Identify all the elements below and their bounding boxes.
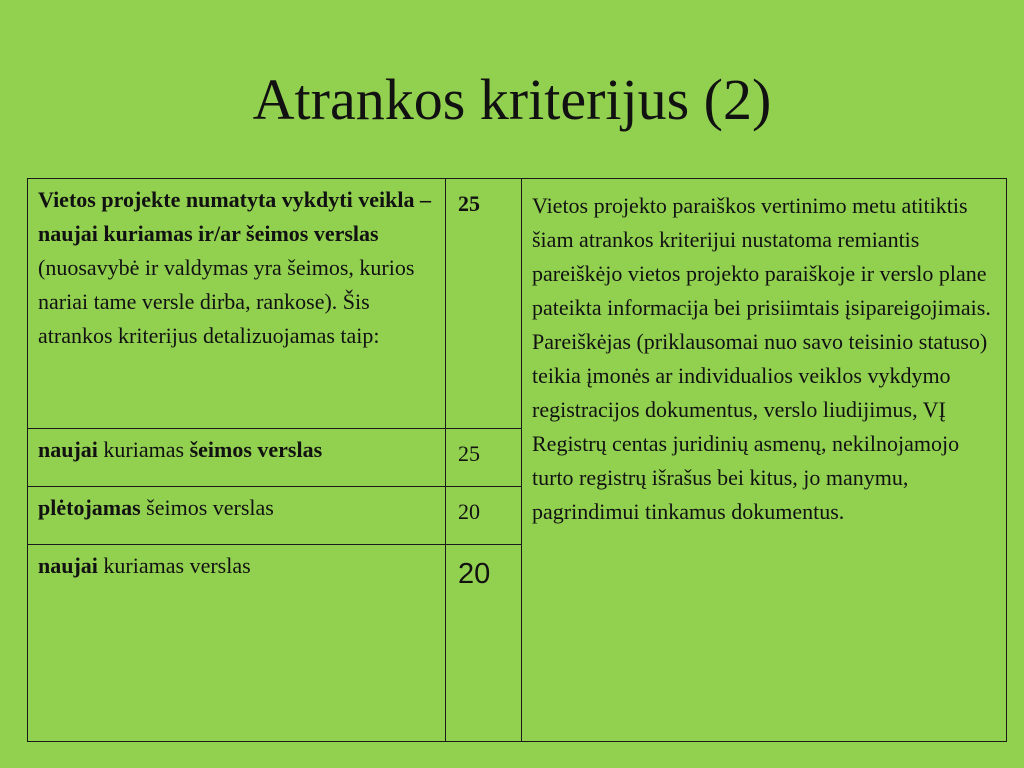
subcriterion-text: kuriamas: [97, 437, 190, 462]
description-cell: Vietos projekto paraiškos vertinimo metu atitiktis šiam atrankos kriterijui nustatoma remiantis pareiškėjo vietos projekto paraiškoje ir verslo plane pateikta informacija bei prisiimtais įsipareigojimais. Pareiškėjas (priklausomai nuo savo teisinio statuso) teikia įmonės ar individualios veiklos vykdymo registracijos dokumentus, verslo liudijimus, VĮ Registrų centas juridinių asmenų, nekilnojamojo turto registrų išrašus bei kitus, jo manymu, pagrindimui tinkamus dokumentus.: [522, 179, 1007, 742]
subcriterion-bold-text: šeimos verslas: [189, 437, 323, 462]
criterion-cell: [28, 179, 446, 429]
subcriterion-text: šeimos verslas: [140, 495, 274, 520]
subcriterion-bold-text: naujai: [38, 437, 98, 462]
subcriterion-text: kuriamas verslas: [97, 553, 251, 578]
score-cell: 25: [446, 429, 522, 487]
criterion-text: (nuosavybė ir valdymas yra šeimos, kurios nariai tame versle dirba, rankose). Šis atrankos kriterijus detalizuojamas taip:: [38, 255, 415, 348]
score-cell: 25: [446, 179, 522, 429]
subcriterion-cell: [28, 545, 446, 742]
subcriterion-bold-text: plėtojamas: [38, 495, 141, 520]
slide-title: Atrankos kriterijus (2): [252, 67, 772, 132]
subcriterion-bold-text: naujai: [38, 553, 98, 578]
table-row: [28, 179, 1007, 429]
score-cell: 20: [446, 487, 522, 545]
criterion-bold-text: Vietos projekte numatyta vykdyti veikla – naujai kuriamas ir/ar šeimos verslas: [38, 187, 431, 246]
subcriterion-cell: [28, 487, 446, 545]
score-cell: 20: [446, 545, 522, 742]
subcriterion-cell: [28, 429, 446, 487]
criteria-table: [27, 178, 1007, 742]
